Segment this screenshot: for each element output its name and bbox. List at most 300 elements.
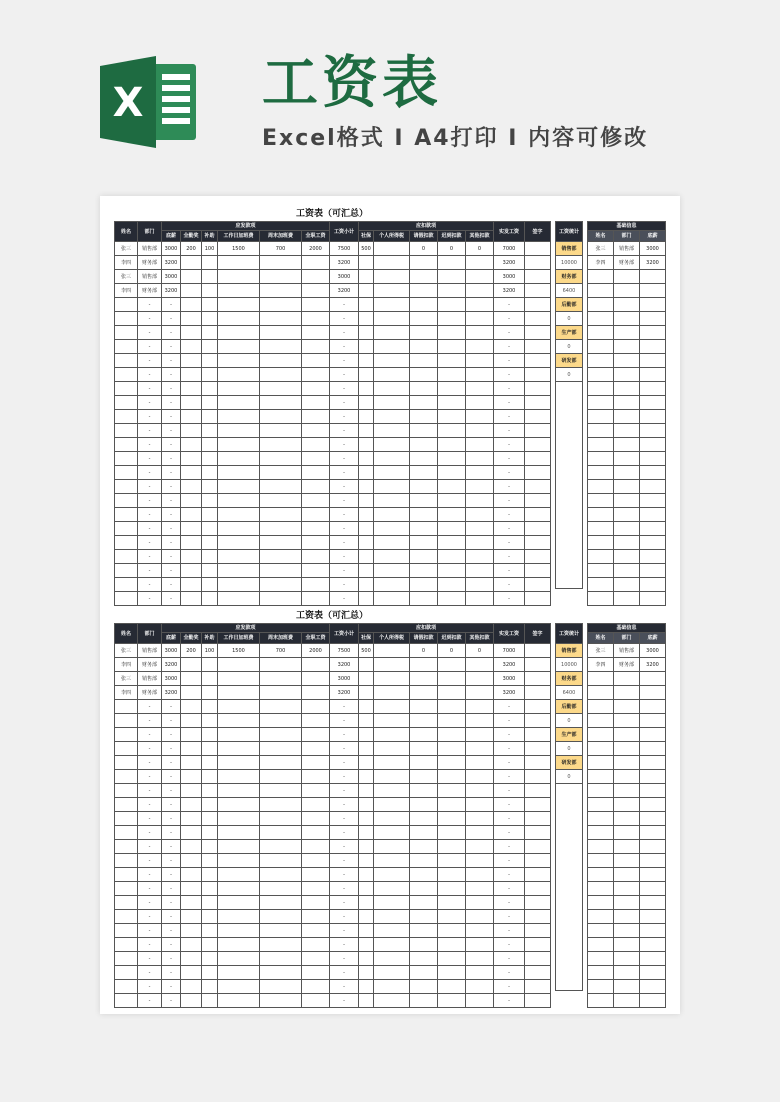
table-cell[interactable] — [202, 924, 218, 938]
table-cell[interactable]: 销售部 — [138, 242, 162, 256]
table-cell[interactable] — [525, 326, 551, 340]
table-cell[interactable] — [614, 466, 640, 480]
table-cell[interactable] — [525, 466, 551, 480]
table-cell[interactable]: 张三 — [115, 672, 138, 686]
table-cell[interactable] — [260, 980, 302, 994]
table-cell[interactable] — [525, 592, 551, 606]
table-cell[interactable]: - — [330, 826, 359, 840]
table-cell[interactable]: - — [494, 396, 525, 410]
table-cell[interactable] — [438, 340, 466, 354]
table-cell[interactable]: - — [162, 536, 181, 550]
table-cell[interactable] — [218, 396, 260, 410]
table-cell[interactable] — [260, 868, 302, 882]
table-cell[interactable]: - — [330, 938, 359, 952]
table-cell[interactable] — [438, 298, 466, 312]
table-cell[interactable] — [181, 672, 202, 686]
table-cell[interactable]: 财务部 — [614, 658, 640, 672]
table-cell[interactable]: - — [330, 770, 359, 784]
table-cell[interactable] — [115, 770, 138, 784]
table-cell[interactable] — [302, 994, 330, 1008]
table-cell[interactable] — [410, 882, 438, 896]
table-cell[interactable]: 3200 — [640, 256, 666, 270]
table-cell[interactable] — [359, 742, 374, 756]
table-cell[interactable] — [640, 770, 666, 784]
table-cell[interactable]: 7500 — [330, 644, 359, 658]
table-cell[interactable] — [466, 298, 494, 312]
table-cell[interactable]: 3200 — [162, 284, 181, 298]
table-cell[interactable] — [466, 578, 494, 592]
table-cell[interactable]: - — [162, 312, 181, 326]
table-cell[interactable] — [202, 700, 218, 714]
table-cell[interactable] — [218, 410, 260, 424]
table-cell[interactable] — [640, 756, 666, 770]
table-cell[interactable] — [588, 700, 614, 714]
table-cell[interactable] — [359, 938, 374, 952]
table-cell[interactable]: - — [162, 354, 181, 368]
table-cell[interactable] — [438, 508, 466, 522]
table-cell[interactable]: - — [162, 742, 181, 756]
table-cell[interactable]: 销售部 — [614, 644, 640, 658]
table-cell[interactable] — [438, 742, 466, 756]
table-cell[interactable]: - — [494, 592, 525, 606]
table-cell[interactable] — [359, 522, 374, 536]
table-cell[interactable] — [410, 728, 438, 742]
table-cell[interactable] — [115, 910, 138, 924]
table-cell[interactable] — [466, 550, 494, 564]
table-cell[interactable] — [260, 480, 302, 494]
table-cell[interactable] — [438, 784, 466, 798]
table-cell[interactable] — [614, 452, 640, 466]
table-cell[interactable] — [218, 700, 260, 714]
table-cell[interactable]: 财务部 — [138, 686, 162, 700]
table-cell[interactable] — [525, 242, 551, 256]
table-cell[interactable] — [202, 494, 218, 508]
table-cell[interactable]: - — [138, 756, 162, 770]
table-cell[interactable] — [359, 896, 374, 910]
table-cell[interactable] — [218, 340, 260, 354]
table-cell[interactable] — [181, 980, 202, 994]
table-cell[interactable] — [202, 256, 218, 270]
table-cell[interactable]: - — [138, 410, 162, 424]
table-cell[interactable] — [115, 742, 138, 756]
table-cell[interactable] — [359, 658, 374, 672]
table-cell[interactable]: 销售部 — [138, 270, 162, 284]
table-cell[interactable] — [525, 312, 551, 326]
table-cell[interactable] — [260, 994, 302, 1008]
table-cell[interactable]: 3200 — [330, 256, 359, 270]
table-cell[interactable] — [202, 270, 218, 284]
table-cell[interactable] — [466, 256, 494, 270]
table-cell[interactable]: - — [138, 382, 162, 396]
table-cell[interactable]: 200 — [181, 644, 202, 658]
table-cell[interactable] — [359, 550, 374, 564]
table-cell[interactable] — [525, 966, 551, 980]
table-cell[interactable]: - — [330, 952, 359, 966]
table-cell[interactable] — [438, 536, 466, 550]
table-cell[interactable] — [525, 452, 551, 466]
table-cell[interactable] — [115, 592, 138, 606]
table-cell[interactable] — [438, 686, 466, 700]
table-cell[interactable]: - — [494, 340, 525, 354]
table-cell[interactable] — [115, 868, 138, 882]
table-cell[interactable] — [202, 868, 218, 882]
table-cell[interactable] — [374, 966, 410, 980]
table-cell[interactable]: 2000 — [302, 242, 330, 256]
table-cell[interactable] — [438, 424, 466, 438]
table-cell[interactable] — [302, 578, 330, 592]
table-cell[interactable]: 3000 — [162, 644, 181, 658]
table-cell[interactable] — [359, 910, 374, 924]
table-cell[interactable] — [438, 966, 466, 980]
table-cell[interactable] — [374, 466, 410, 480]
table-cell[interactable]: - — [330, 714, 359, 728]
table-cell[interactable] — [218, 994, 260, 1008]
table-cell[interactable] — [588, 270, 614, 284]
table-cell[interactable] — [359, 840, 374, 854]
table-cell[interactable]: - — [330, 966, 359, 980]
table-cell[interactable] — [202, 840, 218, 854]
table-cell[interactable] — [410, 424, 438, 438]
table-cell[interactable] — [410, 326, 438, 340]
table-cell[interactable] — [359, 854, 374, 868]
table-cell[interactable] — [302, 770, 330, 784]
table-cell[interactable] — [525, 812, 551, 826]
table-cell[interactable] — [614, 868, 640, 882]
table-cell[interactable] — [202, 728, 218, 742]
table-cell[interactable]: - — [494, 980, 525, 994]
table-cell[interactable] — [359, 966, 374, 980]
table-cell[interactable] — [260, 410, 302, 424]
table-cell[interactable] — [640, 396, 666, 410]
table-cell[interactable] — [614, 896, 640, 910]
table-cell[interactable] — [181, 592, 202, 606]
table-cell[interactable] — [640, 742, 666, 756]
table-cell[interactable]: - — [138, 508, 162, 522]
table-cell[interactable]: - — [494, 966, 525, 980]
table-cell[interactable] — [588, 480, 614, 494]
table-cell[interactable] — [359, 452, 374, 466]
table-cell[interactable] — [525, 686, 551, 700]
table-cell[interactable]: 3200 — [494, 284, 525, 298]
table-cell[interactable] — [525, 494, 551, 508]
table-cell[interactable] — [260, 658, 302, 672]
table-cell[interactable]: 李四 — [588, 256, 614, 270]
table-cell[interactable] — [640, 522, 666, 536]
table-cell[interactable] — [260, 340, 302, 354]
table-cell[interactable] — [614, 686, 640, 700]
table-cell[interactable] — [302, 812, 330, 826]
table-cell[interactable] — [302, 826, 330, 840]
table-cell[interactable] — [374, 910, 410, 924]
table-cell[interactable] — [614, 714, 640, 728]
table-cell[interactable] — [115, 812, 138, 826]
table-cell[interactable] — [260, 270, 302, 284]
table-cell[interactable]: 李四 — [115, 658, 138, 672]
table-cell[interactable] — [438, 550, 466, 564]
table-cell[interactable] — [588, 714, 614, 728]
table-cell[interactable] — [181, 284, 202, 298]
table-cell[interactable] — [410, 452, 438, 466]
table-cell[interactable] — [466, 882, 494, 896]
table-cell[interactable]: - — [162, 910, 181, 924]
table-cell[interactable] — [181, 770, 202, 784]
table-cell[interactable] — [202, 578, 218, 592]
table-cell[interactable] — [218, 924, 260, 938]
table-cell[interactable] — [302, 966, 330, 980]
table-cell[interactable] — [218, 382, 260, 396]
table-cell[interactable]: - — [138, 354, 162, 368]
table-cell[interactable] — [359, 700, 374, 714]
table-cell[interactable] — [438, 396, 466, 410]
table-cell[interactable]: - — [138, 438, 162, 452]
table-cell[interactable] — [115, 784, 138, 798]
table-cell[interactable]: - — [138, 564, 162, 578]
table-cell[interactable]: - — [330, 728, 359, 742]
table-cell[interactable] — [525, 784, 551, 798]
table-cell[interactable]: - — [494, 410, 525, 424]
table-cell[interactable] — [640, 980, 666, 994]
table-cell[interactable] — [218, 938, 260, 952]
table-cell[interactable] — [466, 672, 494, 686]
table-cell[interactable]: - — [330, 812, 359, 826]
table-cell[interactable]: - — [162, 550, 181, 564]
table-cell[interactable] — [466, 756, 494, 770]
table-cell[interactable] — [410, 340, 438, 354]
table-cell[interactable] — [410, 312, 438, 326]
table-cell[interactable] — [525, 700, 551, 714]
table-cell[interactable]: - — [330, 910, 359, 924]
table-cell[interactable] — [115, 756, 138, 770]
table-cell[interactable]: - — [330, 536, 359, 550]
table-cell[interactable] — [640, 840, 666, 854]
table-cell[interactable]: - — [494, 882, 525, 896]
table-cell[interactable] — [218, 910, 260, 924]
table-cell[interactable] — [410, 522, 438, 536]
table-cell[interactable]: - — [138, 452, 162, 466]
table-cell[interactable] — [588, 756, 614, 770]
table-cell[interactable] — [466, 896, 494, 910]
table-cell[interactable] — [181, 508, 202, 522]
table-cell[interactable] — [302, 798, 330, 812]
table-cell[interactable] — [202, 742, 218, 756]
table-cell[interactable]: - — [138, 396, 162, 410]
table-cell[interactable]: - — [494, 550, 525, 564]
table-cell[interactable]: 李四 — [588, 658, 614, 672]
table-cell[interactable]: 700 — [260, 242, 302, 256]
table-cell[interactable]: - — [138, 522, 162, 536]
table-cell[interactable]: - — [330, 868, 359, 882]
table-cell[interactable] — [260, 452, 302, 466]
table-cell[interactable] — [359, 326, 374, 340]
table-cell[interactable]: - — [330, 924, 359, 938]
table-cell[interactable] — [410, 784, 438, 798]
table-cell[interactable]: - — [138, 826, 162, 840]
table-cell[interactable] — [640, 812, 666, 826]
table-cell[interactable] — [410, 938, 438, 952]
table-cell[interactable] — [202, 298, 218, 312]
table-cell[interactable] — [260, 396, 302, 410]
table-cell[interactable]: - — [330, 550, 359, 564]
table-cell[interactable]: - — [162, 854, 181, 868]
table-cell[interactable] — [359, 756, 374, 770]
table-cell[interactable] — [218, 536, 260, 550]
table-cell[interactable]: - — [494, 438, 525, 452]
table-cell[interactable]: - — [162, 424, 181, 438]
table-cell[interactable] — [640, 284, 666, 298]
table-cell[interactable] — [202, 952, 218, 966]
table-cell[interactable]: 1500 — [218, 644, 260, 658]
table-cell[interactable]: - — [138, 312, 162, 326]
table-cell[interactable] — [588, 354, 614, 368]
table-cell[interactable] — [614, 742, 640, 756]
table-cell[interactable] — [466, 938, 494, 952]
table-cell[interactable] — [260, 494, 302, 508]
table-cell[interactable] — [466, 812, 494, 826]
table-cell[interactable] — [115, 728, 138, 742]
table-cell[interactable] — [614, 700, 640, 714]
table-cell[interactable] — [438, 452, 466, 466]
table-cell[interactable]: 0 — [438, 242, 466, 256]
table-cell[interactable] — [438, 882, 466, 896]
table-cell[interactable]: - — [162, 924, 181, 938]
table-cell[interactable] — [202, 798, 218, 812]
table-cell[interactable]: - — [494, 508, 525, 522]
table-cell[interactable] — [218, 756, 260, 770]
table-cell[interactable] — [181, 298, 202, 312]
table-cell[interactable] — [525, 728, 551, 742]
table-cell[interactable]: - — [162, 438, 181, 452]
table-cell[interactable] — [438, 270, 466, 284]
table-cell[interactable] — [525, 868, 551, 882]
table-cell[interactable]: - — [494, 298, 525, 312]
table-cell[interactable] — [614, 882, 640, 896]
table-cell[interactable] — [218, 784, 260, 798]
table-cell[interactable] — [181, 784, 202, 798]
table-cell[interactable] — [260, 700, 302, 714]
table-cell[interactable] — [218, 742, 260, 756]
table-cell[interactable] — [525, 508, 551, 522]
table-cell[interactable] — [181, 700, 202, 714]
table-cell[interactable] — [588, 326, 614, 340]
table-cell[interactable] — [260, 924, 302, 938]
table-cell[interactable] — [588, 784, 614, 798]
table-cell[interactable]: 李四 — [115, 256, 138, 270]
table-cell[interactable]: - — [330, 522, 359, 536]
table-cell[interactable] — [466, 354, 494, 368]
table-cell[interactable] — [438, 592, 466, 606]
table-cell[interactable] — [115, 882, 138, 896]
table-cell[interactable] — [614, 592, 640, 606]
table-cell[interactable]: 财务部 — [138, 284, 162, 298]
table-cell[interactable] — [374, 700, 410, 714]
table-cell[interactable] — [374, 742, 410, 756]
table-cell[interactable] — [410, 480, 438, 494]
table-cell[interactable]: 500 — [359, 242, 374, 256]
table-cell[interactable] — [302, 924, 330, 938]
table-cell[interactable] — [466, 980, 494, 994]
table-cell[interactable] — [525, 798, 551, 812]
table-cell[interactable] — [260, 564, 302, 578]
table-cell[interactable] — [466, 910, 494, 924]
table-cell[interactable]: - — [162, 298, 181, 312]
table-cell[interactable] — [302, 368, 330, 382]
table-cell[interactable] — [115, 896, 138, 910]
table-cell[interactable] — [218, 298, 260, 312]
table-cell[interactable]: - — [162, 340, 181, 354]
table-cell[interactable] — [359, 354, 374, 368]
table-cell[interactable] — [640, 326, 666, 340]
table-cell[interactable]: - — [162, 812, 181, 826]
table-cell[interactable] — [525, 536, 551, 550]
table-cell[interactable] — [588, 284, 614, 298]
table-cell[interactable]: - — [494, 452, 525, 466]
table-cell[interactable] — [588, 536, 614, 550]
table-cell[interactable] — [640, 728, 666, 742]
table-cell[interactable] — [374, 686, 410, 700]
table-cell[interactable] — [466, 340, 494, 354]
table-cell[interactable] — [302, 742, 330, 756]
table-cell[interactable] — [614, 368, 640, 382]
table-cell[interactable] — [374, 826, 410, 840]
table-cell[interactable]: - — [162, 480, 181, 494]
table-cell[interactable] — [525, 284, 551, 298]
table-cell[interactable]: - — [494, 728, 525, 742]
table-cell[interactable] — [614, 424, 640, 438]
table-cell[interactable] — [218, 550, 260, 564]
table-cell[interactable] — [588, 840, 614, 854]
table-cell[interactable] — [525, 340, 551, 354]
table-cell[interactable] — [588, 994, 614, 1008]
table-cell[interactable] — [525, 952, 551, 966]
table-cell[interactable] — [410, 658, 438, 672]
table-cell[interactable] — [302, 382, 330, 396]
table-cell[interactable] — [640, 826, 666, 840]
table-cell[interactable] — [640, 578, 666, 592]
table-cell[interactable] — [181, 466, 202, 480]
table-cell[interactable] — [525, 854, 551, 868]
table-cell[interactable]: - — [162, 592, 181, 606]
table-cell[interactable] — [466, 494, 494, 508]
table-cell[interactable] — [525, 910, 551, 924]
table-cell[interactable] — [438, 756, 466, 770]
table-cell[interactable]: 3200 — [640, 658, 666, 672]
table-cell[interactable] — [218, 508, 260, 522]
table-cell[interactable] — [302, 672, 330, 686]
table-cell[interactable] — [202, 910, 218, 924]
table-cell[interactable] — [359, 382, 374, 396]
table-cell[interactable] — [466, 424, 494, 438]
table-cell[interactable] — [260, 550, 302, 564]
table-cell[interactable] — [359, 952, 374, 966]
table-cell[interactable]: 销售部 — [614, 242, 640, 256]
table-cell[interactable] — [374, 578, 410, 592]
table-cell[interactable] — [181, 326, 202, 340]
table-cell[interactable] — [218, 854, 260, 868]
table-cell[interactable] — [438, 770, 466, 784]
table-cell[interactable] — [218, 424, 260, 438]
table-cell[interactable]: - — [330, 396, 359, 410]
table-cell[interactable] — [588, 980, 614, 994]
table-cell[interactable] — [614, 550, 640, 564]
table-cell[interactable]: - — [162, 896, 181, 910]
table-cell[interactable]: - — [162, 396, 181, 410]
table-cell[interactable] — [374, 536, 410, 550]
table-cell[interactable] — [614, 410, 640, 424]
table-cell[interactable] — [374, 798, 410, 812]
table-cell[interactable] — [410, 868, 438, 882]
table-cell[interactable] — [302, 270, 330, 284]
table-cell[interactable] — [614, 298, 640, 312]
